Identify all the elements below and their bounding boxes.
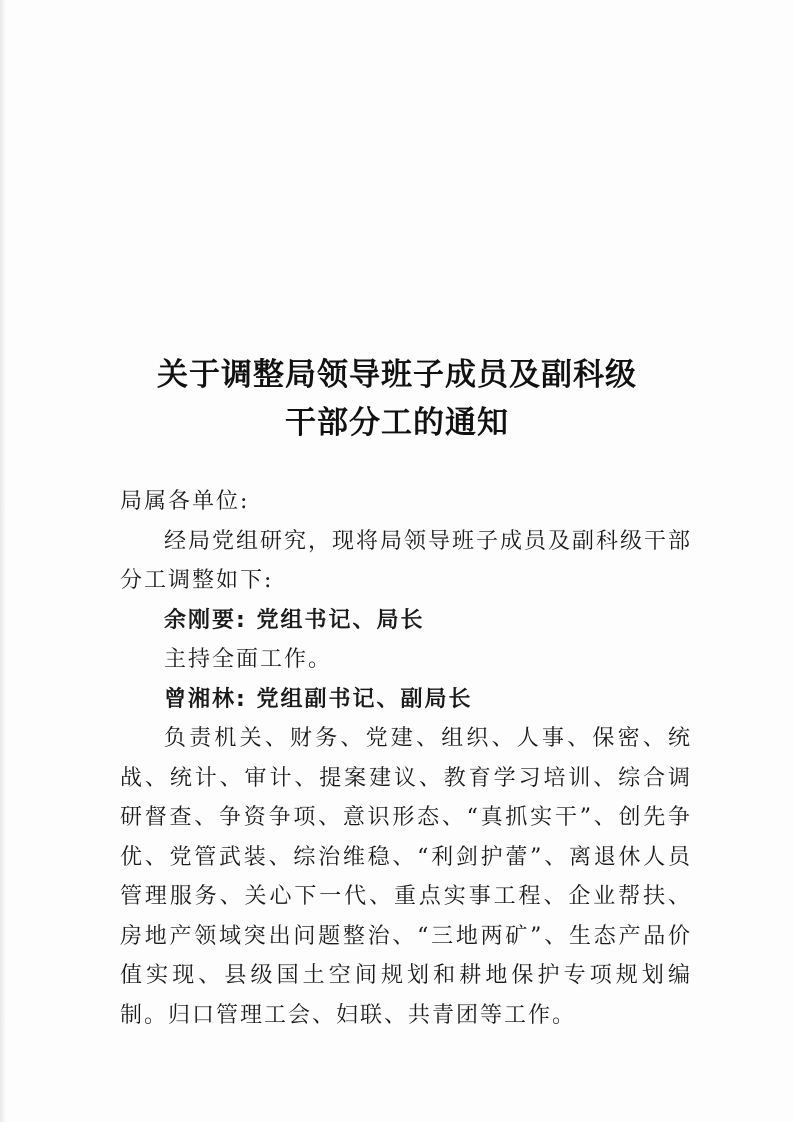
section-duties-yu-gangyao: 主持全面工作。 [164, 647, 333, 672]
salutation: 局属各单位: [120, 489, 250, 514]
document-title-line-1: 关于调整局领导班子成员及副科级 [157, 357, 637, 393]
document-body [120, 482, 692, 1035]
section-heading-yu-gangyao: 余刚要: 党组书记、局长 [164, 607, 425, 633]
section-heading-zeng-xianglin: 曾湘林: 党组副书记、副局长 [164, 686, 473, 712]
document-title-line-2: 干部分工的通知 [285, 405, 509, 441]
intro-paragraph: 经局党组研究，现将局领导班子成员及副科级干部分工调整如下: [120, 528, 693, 593]
section-duties-zeng-xianglin: 负责机关、财务、党建、组织、人事、保密、统战、统计、审计、提案建议、教育学习培训、综合调研督查、争资争项、意识形态、“真抓实干”、创先争优、党管武装、综治维稳、“利剑护蕾”、离退休人员管理服务、关心下一代、重点实事工程、企业帮扶、房地产领域突出问题整治、“三地两矿”、生态产品价值实现、县级国土空间规划和耕地保护专项规划编制。归口管理工会、妇联、共青团等工作。 [120, 726, 692, 1028]
scan-edge-shadow [0, 0, 6, 1122]
